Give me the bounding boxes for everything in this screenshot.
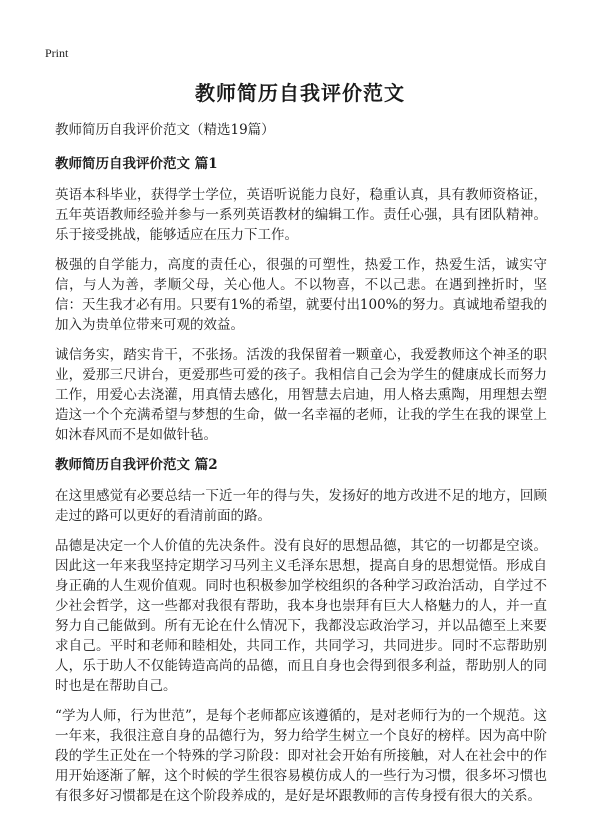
paragraph: 极强的自学能力，高度的责任心，很强的可塑性，热爱工作，热爱生活，诚实守信，与人为善，孝顺父母，关心他人。不以物喜，不以己悲。在遇到挫折时，坚信：天生我才必有用。只要有1%的希望，就要付出100%的努力。真诚地希望我的加入为贵单位带来可观的效益。: [55, 257, 548, 333]
article-body: [55, 120, 547, 816]
paragraph: 在这里感觉有必要总结一下近一年的得与失，发扬好的地方改进不足的地方，回顾走过的路可以更好的看清前面的路。: [55, 488, 547, 524]
page-title: 教师简历自我评价范文: [195, 81, 405, 105]
section-heading: 教师简历自我评价范文 篇1: [55, 156, 218, 172]
section-2: [55, 455, 547, 806]
print-link[interactable]: Print: [45, 46, 69, 60]
article-subtitle: 教师简历自我评价范文（精选19篇）: [55, 122, 275, 138]
paragraph: 英语本科毕业，获得学士学位，英语听说能力良好，稳重认真，具有教师资格证，五年英语教师经验并参与一系列英语教材的编辑工作。责任心强，具有团队精神。乐于接受挑战，能够适应在压力下工作。: [55, 187, 547, 243]
paragraph: “学为人师，行为世范”，是每个老师都应该遵循的，是对老师行为的一个规范。这一年来，我很注意自身的品德行为，努力给学生树立一个良好的榜样。因为高中阶段的学生正处在一个特殊的学习阶段：即对社会开始有所接触，对人在社会中的作用开始逐渐了解，这个时候的学生很容易模仿成人的一些行为习惯，很多坏习惯也有很多好习惯都是在这个阶段养成的，是好是坏跟教师的言传身授有很大的关系。: [55, 708, 547, 804]
paragraph: 品德是决定一个人价值的先决条件。没有良好的思想品德，其它的一切都是空谈。因此这一年来我坚持定期学习马列主义毛泽东思想，提高自身的思想觉悟。形成自身正确的人生观价值观。同时也积极参加学校组织的各种学习政治活动，自学过不少社会哲学，这一些都对我很有帮助，我本身也崇拜有巨大人格魅力的人，并一直努力自己能做到。所有无论在什么情况下，我都没忘政治学习，并以品德至上来要求自己。平时和老师和睦相处，共同工作，共同学习，共同进步。同时不忘帮助别人，乐于助人不仅能铸造高尚的品德，而且自身也会得到很多利益，帮助别人的同时也是在帮助自己。: [55, 538, 547, 694]
section-heading: 教师简历自我评价范文 篇2: [55, 457, 218, 473]
section-1: [55, 154, 547, 445]
paragraph: 诚信务实，踏实肯干，不张扬。活泼的我保留着一颗童心，我爱教师这个神圣的职业，爱那三尺讲台，更爱那些可爱的孩子。我相信自己会为学生的健康成长而努力工作，用爱心去浇灌，用真情去感化，用智慧去启迪，用人格去熏陶，用理想去塑造这一个个充满希望与梦想的生命，做一名幸福的老师，让我的学生在我的课堂上如沐春风而不是如做针毡。: [55, 347, 547, 443]
